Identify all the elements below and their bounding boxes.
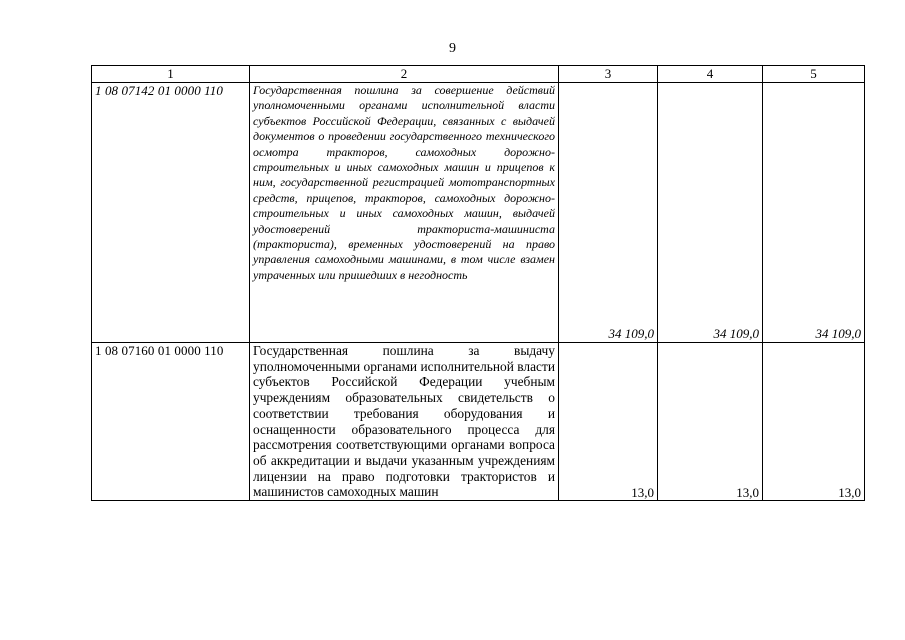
table-header-row	[92, 66, 865, 83]
header-col-5: 5	[763, 66, 865, 83]
budget-table	[91, 65, 865, 501]
header-col-2: 2	[250, 66, 559, 83]
row-value-col4: 13,0	[658, 343, 763, 501]
row-code: 1 08 07142 01 0000 110	[92, 83, 250, 343]
table-row	[92, 83, 865, 343]
header-col-1: 1	[92, 66, 250, 83]
row-value-col4: 34 109,0	[658, 83, 763, 343]
row-value-col3: 34 109,0	[559, 83, 658, 343]
header-col-4: 4	[658, 66, 763, 83]
row-description: Государственная пошлина за совершение действий уполномоченными органами исполнительной власти субъектов Российской Федерации, связанных с выдачей документов о проведении государственного технического осмотра тракторов, самоходных дорожно-строительных и иных самоходных машин и прицепов к ним, государственной регистрацией мототранспортных средств, прицепов, тракторов, самоходных дорожно-строительных и иных самоходных машин, выдачей удостоверений тракториста-машиниста (тракториста), временных удостоверений на право управления самоходными машинами, в том числе взамен утраченных или пришедших в негодность	[250, 83, 559, 343]
header-col-3: 3	[559, 66, 658, 83]
row-value-col3: 13,0	[559, 343, 658, 501]
row-description: Государственная пошлина за выдачу уполномоченными органами исполнительной власти субъектов Российской Федерации учебным учреждениям образовательных свидетельств о соответствии требования оборудования и оснащенности образовательного процесса для рассмотрения соответствующими органами вопроса об аккредитации и выдачи указанным учреждениям лицензии на право подготовки трактористов и машинистов самоходных машин	[250, 343, 559, 501]
row-value-col5: 13,0	[763, 343, 865, 501]
row-value-col5: 34 109,0	[763, 83, 865, 343]
table-row	[92, 343, 865, 501]
row-code: 1 08 07160 01 0000 110	[92, 343, 250, 501]
page-number: 9	[449, 41, 456, 56]
